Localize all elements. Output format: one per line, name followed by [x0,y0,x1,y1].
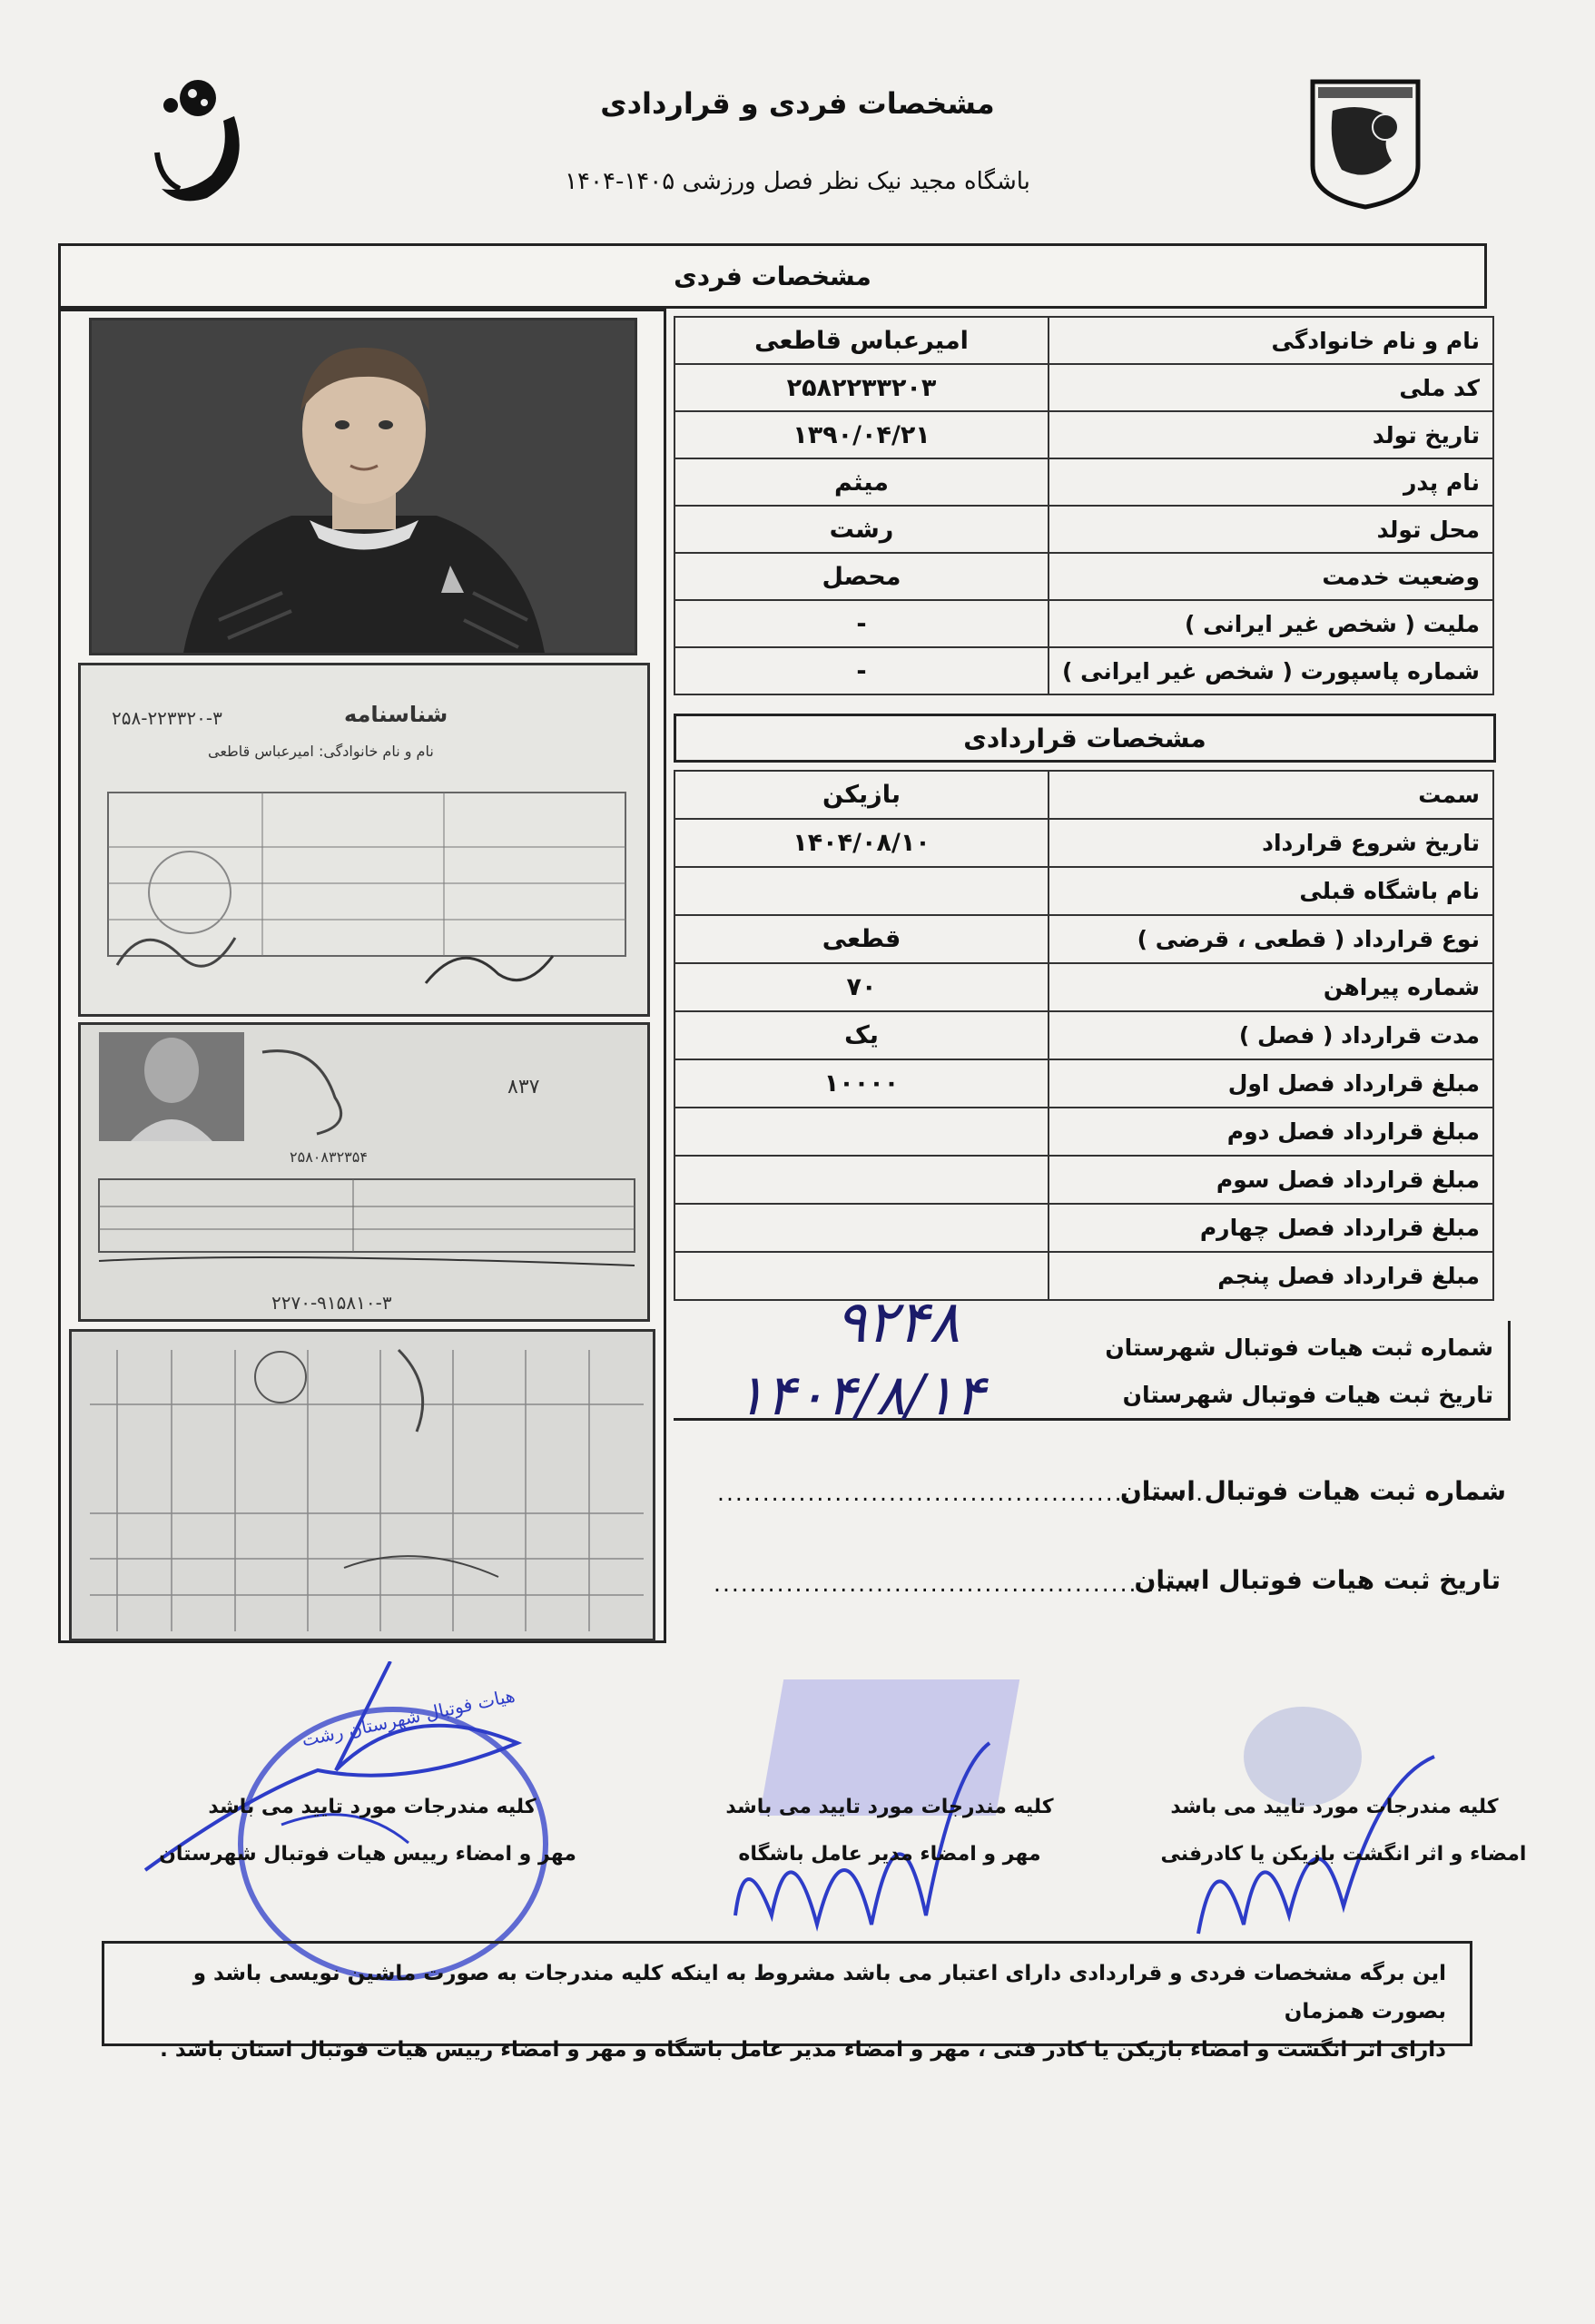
season1-amount-value: ۱۰۰۰۰ [674,1059,1049,1108]
province-registration-date-label: تاریخ ثبت هیات فوتبال استان [1134,1565,1501,1595]
city-board-stamp-text: هیات فوتبال شهرستان رشت [300,1684,517,1751]
table-row [674,867,1493,915]
table-row [674,1108,1493,1156]
table-row [674,771,1493,819]
city-registration-date-label: تاریخ ثبت هیات فوتبال شهرستان [1122,1382,1493,1408]
handwritten-registration-number: ۹۲۴۸ [835,1289,960,1356]
city-registration-number-label: شماره ثبت هیات فوتبال شهرستان [1105,1334,1493,1361]
table-row [674,1252,1493,1300]
province-registration-date-dots: ...................................................... [714,1571,1202,1597]
season4-amount-label: مبلغ قرارداد فصل چهارم [1049,1204,1493,1252]
handwritten-registration-date: ۱۴۰۴/۸/۱۴ [735,1362,985,1428]
full-name-label: نام و نام خانوادگی [1049,317,1493,364]
contract-start-label: تاریخ شروع قرارداد [1049,819,1493,867]
table-row [674,411,1493,458]
nationality-value: - [674,600,1049,647]
contract-info-table [674,770,1494,1301]
personal-info-table [674,316,1494,695]
shirt-number-value: ۷۰ [674,963,1049,1011]
contract-start-value: ۱۴۰۴/۰۸/۱۰ [674,819,1049,867]
footer-note-line-2: دارای اثر انگشت و امضاء بازیکن یا کادر فنی ، مهر و امضاء مدیر عامل باشگاه و مهر و امضاء رییس هیات فوتبال استان باشد . [160,2038,1446,2062]
military-status-label: وضعیت خدمت [1049,553,1493,600]
season3-amount-label: مبلغ قرارداد فصل سوم [1049,1156,1493,1204]
birth-certificate-scan [78,1022,650,1322]
id-card-national-code: ۲۵۸-۲۲۳۳۲۰-۳ [112,707,222,729]
player-signature-caption: امضاء و اثر انگشت بازیکن یا کادرفنی [1160,1843,1527,1866]
season2-amount-value [674,1108,1049,1156]
table-row [674,458,1493,506]
table-row [674,364,1493,411]
national-code-label: کد ملی [1049,364,1493,411]
passport-label: شماره پاسپورت ( شخص غیر ایرانی ) [1049,647,1493,694]
document-subtitle: باشگاه مجید نیک نظر فصل ورزشی ۱۴۰۵-۱۴۰۴ [565,168,1030,195]
personal-section-title: مشخصات فردی [58,243,1487,309]
national-code-value: ۲۵۸۲۲۳۳۲۰۳ [674,364,1049,411]
province-registration-number-label: شماره ثبت هیات فوتبال استان [1119,1476,1506,1506]
table-row [674,1011,1493,1059]
position-label: سمت [1049,771,1493,819]
footer-note-line-1: این برگه مشخصات فردی و قراردادی دارای اعتبار می باشد مشروط به اینکه کلیه مندرجات به صورت ماشین نویسی باشد و بصورت همزمان [192,1962,1446,2024]
table-row [674,1156,1493,1204]
club-approval-text: کلیه مندرجات مورد تایید می باشد [725,1796,1054,1818]
season3-amount-value [674,1156,1049,1204]
military-status-value: محصل [674,553,1049,600]
season4-amount-value [674,1204,1049,1252]
table-row [674,963,1493,1011]
birth-date-value: ۱۳۹۰/۰۴/۲۱ [674,411,1049,458]
nationality-label: ملیت ( شخص غیر ایرانی ) [1049,600,1493,647]
birth-date-label: تاریخ تولد [1049,411,1493,458]
records-page-scan [69,1329,655,1641]
birth-place-value: رشت [674,506,1049,553]
previous-club-value [674,867,1049,915]
table-row [674,819,1493,867]
birth-certificate-lines-icon [81,1025,650,1322]
contract-duration-value: یک [674,1011,1049,1059]
birth-certificate-national-code: ۲۲۷۰-۹۱۵۸۱۰-۳ [271,1292,392,1314]
full-name-value: امیرعباس قاطعی [674,317,1049,364]
table-row [674,1059,1493,1108]
table-row [674,1204,1493,1252]
player-approval-text: کلیه مندرجات مورد تایید می باشد [1170,1796,1499,1818]
id-card-scan [78,663,650,1017]
birth-certificate-number: ۸۳۷ [507,1076,540,1098]
contract-type-value: قطعی [674,915,1049,963]
shirt-number-label: شماره پیراهن [1049,963,1493,1011]
table-row [674,647,1493,694]
club-signature-icon [717,1734,1026,1943]
player-photo [89,318,637,655]
document-title: مشخصات فردی و قراردادی [600,86,995,121]
passport-value: - [674,647,1049,694]
table-row [674,553,1493,600]
table-row [674,915,1493,963]
records-grid-icon [72,1332,655,1641]
previous-club-label: نام باشگاه قبلی [1049,867,1493,915]
province-registration-number-dots: ...................................................... [717,1480,1206,1506]
city-board-signature-caption: مهر و امضاء رییس هیات فوتبال شهرستان [159,1843,576,1866]
footer-note [102,1941,1472,2062]
season2-amount-label: مبلغ قرارداد فصل دوم [1049,1108,1493,1156]
contract-section-title: مشخصات قراردادی [674,714,1496,763]
contract-duration-label: مدت قرارداد ( فصل ) [1049,1011,1493,1059]
id-card-title: شناسنامه [344,702,448,727]
city-board-approval-text: کلیه مندرجات مورد تایید می باشد [208,1796,537,1818]
father-name-label: نام پدر [1049,458,1493,506]
season1-amount-label: مبلغ قرارداد فصل اول [1049,1059,1493,1108]
birth-certificate-number-row: ۲۵۸۰۸۳۲۳۵۴ [290,1148,368,1166]
contract-type-label: نوع قرارداد ( قطعی ، قرضی ) [1049,915,1493,963]
position-value: بازیکن [674,771,1049,819]
table-row [674,317,1493,364]
birth-place-label: محل تولد [1049,506,1493,553]
club-signature-caption: مهر و امضاء مدیر عامل باشگاه [738,1843,1041,1866]
table-row [674,600,1493,647]
table-row [674,506,1493,553]
father-name-value: میثم [674,458,1049,506]
id-card-name-line: نام و نام خانوادگی: امیرعباس قاطعی [208,743,434,760]
season5-amount-label: مبلغ قرارداد فصل پنجم [1049,1252,1493,1300]
player-portrait-icon [92,320,637,655]
